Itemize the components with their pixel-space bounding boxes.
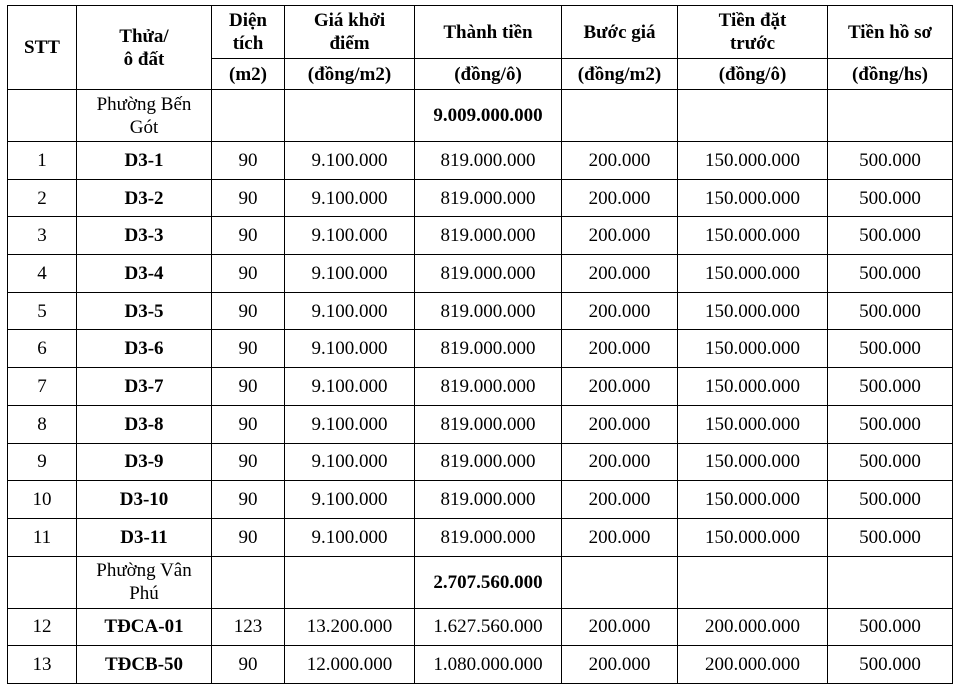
cell-start-price: 9.100.000 <box>285 443 415 481</box>
cell-deposit: 150.000.000 <box>678 481 828 519</box>
cell-parcel: D3-1 <box>77 142 212 180</box>
group-name-line: Phường Vân <box>96 560 192 582</box>
cell-parcel: TĐCA-01 <box>77 608 212 646</box>
cell-parcel: D3-3 <box>77 217 212 255</box>
cell-parcel: D3-4 <box>77 255 212 293</box>
cell-parcel: D3-9 <box>77 443 212 481</box>
header-row <box>8 6 953 59</box>
cell-fee: 500.000 <box>828 179 953 217</box>
cell-stt: 7 <box>8 368 77 406</box>
group-row <box>8 90 953 142</box>
cell-area: 90 <box>212 481 285 519</box>
cell-stt: 5 <box>8 292 77 330</box>
cell-area: 123 <box>212 608 285 646</box>
cell-deposit: 150.000.000 <box>678 179 828 217</box>
cell-fee: 500.000 <box>828 255 953 293</box>
cell-area: 90 <box>212 368 285 406</box>
cell-total: 819.000.000 <box>415 481 562 519</box>
header-start-price-line: điểm <box>329 33 370 54</box>
cell-deposit: 150.000.000 <box>678 330 828 368</box>
header-stt: STT <box>8 6 77 90</box>
group-empty-cell <box>8 556 77 608</box>
table-row <box>8 646 953 684</box>
cell-start-price: 9.100.000 <box>285 330 415 368</box>
unit-area: (m2) <box>212 59 285 90</box>
cell-area: 90 <box>212 255 285 293</box>
group-empty-cell <box>678 90 828 142</box>
cell-stt: 2 <box>8 179 77 217</box>
cell-start-price: 9.100.000 <box>285 217 415 255</box>
cell-total: 819.000.000 <box>415 217 562 255</box>
unit-start-price: (đồng/m2) <box>285 59 415 90</box>
cell-stt: 13 <box>8 646 77 684</box>
cell-parcel: D3-2 <box>77 179 212 217</box>
cell-start-price: 13.200.000 <box>285 608 415 646</box>
header-fee: Tiền hồ sơ <box>828 6 953 59</box>
cell-parcel: D3-10 <box>77 481 212 519</box>
table-row <box>8 368 953 406</box>
cell-total: 819.000.000 <box>415 368 562 406</box>
table-row <box>8 142 953 180</box>
group-empty-cell <box>562 90 678 142</box>
group-row <box>8 556 953 608</box>
cell-deposit: 150.000.000 <box>678 255 828 293</box>
header-parcel <box>77 6 212 90</box>
cell-fee: 500.000 <box>828 443 953 481</box>
group-empty-cell <box>8 90 77 142</box>
cell-stt: 3 <box>8 217 77 255</box>
table-row <box>8 255 953 293</box>
land-auction-table <box>7 5 953 684</box>
group-name-line: Gót <box>129 116 159 138</box>
group-empty-cell <box>678 556 828 608</box>
cell-fee: 500.000 <box>828 292 953 330</box>
cell-area: 90 <box>212 179 285 217</box>
cell-stt: 9 <box>8 443 77 481</box>
cell-fee: 500.000 <box>828 368 953 406</box>
cell-stt: 12 <box>8 608 77 646</box>
cell-area: 90 <box>212 330 285 368</box>
cell-area: 90 <box>212 292 285 330</box>
cell-step: 200.000 <box>562 518 678 556</box>
cell-parcel: D3-7 <box>77 368 212 406</box>
cell-fee: 500.000 <box>828 608 953 646</box>
group-empty-cell <box>285 90 415 142</box>
cell-start-price: 9.100.000 <box>285 292 415 330</box>
header-area-line: tích <box>232 33 264 54</box>
group-name-line: Phú <box>129 583 159 605</box>
cell-total: 819.000.000 <box>415 179 562 217</box>
group-name-line: Phường Bến <box>96 93 192 115</box>
table-row <box>8 292 953 330</box>
cell-deposit: 200.000.000 <box>678 608 828 646</box>
cell-step: 200.000 <box>562 330 678 368</box>
cell-total: 819.000.000 <box>415 142 562 180</box>
cell-total: 1.627.560.000 <box>415 608 562 646</box>
cell-area: 90 <box>212 142 285 180</box>
cell-parcel: D3-5 <box>77 292 212 330</box>
unit-deposit: (đồng/ô) <box>678 59 828 90</box>
header-parcel-line: Thửa/ <box>119 25 169 47</box>
table-body <box>8 90 953 684</box>
cell-area: 90 <box>212 443 285 481</box>
header-deposit <box>678 6 828 59</box>
table-row <box>8 481 953 519</box>
cell-stt: 1 <box>8 142 77 180</box>
cell-fee: 500.000 <box>828 481 953 519</box>
cell-step: 200.000 <box>562 481 678 519</box>
cell-start-price: 9.100.000 <box>285 255 415 293</box>
cell-step: 200.000 <box>562 179 678 217</box>
group-empty-cell <box>212 90 285 142</box>
cell-step: 200.000 <box>562 368 678 406</box>
cell-start-price: 9.100.000 <box>285 518 415 556</box>
cell-stt: 11 <box>8 518 77 556</box>
cell-fee: 500.000 <box>828 518 953 556</box>
table-row <box>8 518 953 556</box>
table-row <box>8 405 953 443</box>
group-empty-cell <box>212 556 285 608</box>
cell-area: 90 <box>212 646 285 684</box>
cell-total: 819.000.000 <box>415 518 562 556</box>
group-empty-cell <box>828 90 953 142</box>
cell-parcel: D3-11 <box>77 518 212 556</box>
cell-stt: 8 <box>8 405 77 443</box>
header-parcel-line: ô đất <box>123 48 165 70</box>
cell-total: 819.000.000 <box>415 405 562 443</box>
group-empty-cell <box>828 556 953 608</box>
cell-step: 200.000 <box>562 292 678 330</box>
header-total: Thành tiền <box>415 6 562 59</box>
group-empty-cell <box>285 556 415 608</box>
cell-step: 200.000 <box>562 255 678 293</box>
cell-step: 200.000 <box>562 608 678 646</box>
table-row <box>8 217 953 255</box>
cell-area: 90 <box>212 518 285 556</box>
unit-step: (đồng/m2) <box>562 59 678 90</box>
cell-fee: 500.000 <box>828 330 953 368</box>
cell-parcel: D3-6 <box>77 330 212 368</box>
group-total: 9.009.000.000 <box>415 90 562 142</box>
header-area-line: Diện <box>229 10 267 31</box>
cell-start-price: 9.100.000 <box>285 405 415 443</box>
cell-start-price: 9.100.000 <box>285 142 415 180</box>
table-header <box>8 6 953 90</box>
cell-total: 819.000.000 <box>415 292 562 330</box>
table-row <box>8 179 953 217</box>
cell-stt: 4 <box>8 255 77 293</box>
cell-total: 1.080.000.000 <box>415 646 562 684</box>
header-deposit-line: Tiền đặt <box>718 10 787 31</box>
cell-stt: 6 <box>8 330 77 368</box>
cell-step: 200.000 <box>562 646 678 684</box>
cell-stt: 10 <box>8 481 77 519</box>
unit-total: (đồng/ô) <box>415 59 562 90</box>
cell-deposit: 150.000.000 <box>678 292 828 330</box>
cell-deposit: 150.000.000 <box>678 518 828 556</box>
cell-deposit: 150.000.000 <box>678 368 828 406</box>
header-start-price-line: Giá khởi <box>313 10 386 31</box>
table-row <box>8 443 953 481</box>
table-row <box>8 608 953 646</box>
group-name <box>77 90 212 142</box>
cell-deposit: 150.000.000 <box>678 217 828 255</box>
group-total: 2.707.560.000 <box>415 556 562 608</box>
cell-parcel: TĐCB-50 <box>77 646 212 684</box>
cell-step: 200.000 <box>562 142 678 180</box>
cell-area: 90 <box>212 405 285 443</box>
table-row <box>8 330 953 368</box>
cell-step: 200.000 <box>562 443 678 481</box>
cell-total: 819.000.000 <box>415 255 562 293</box>
header-step: Bước giá <box>562 6 678 59</box>
cell-parcel: D3-8 <box>77 405 212 443</box>
cell-start-price: 9.100.000 <box>285 179 415 217</box>
cell-fee: 500.000 <box>828 217 953 255</box>
cell-start-price: 9.100.000 <box>285 481 415 519</box>
cell-area: 90 <box>212 217 285 255</box>
cell-deposit: 150.000.000 <box>678 405 828 443</box>
unit-fee: (đồng/hs) <box>828 59 953 90</box>
cell-step: 200.000 <box>562 217 678 255</box>
header-area <box>212 6 285 59</box>
cell-fee: 500.000 <box>828 405 953 443</box>
cell-total: 819.000.000 <box>415 330 562 368</box>
cell-start-price: 12.000.000 <box>285 646 415 684</box>
cell-start-price: 9.100.000 <box>285 368 415 406</box>
cell-step: 200.000 <box>562 405 678 443</box>
cell-deposit: 200.000.000 <box>678 646 828 684</box>
cell-fee: 500.000 <box>828 142 953 180</box>
group-name <box>77 556 212 608</box>
group-empty-cell <box>562 556 678 608</box>
cell-deposit: 150.000.000 <box>678 443 828 481</box>
cell-fee: 500.000 <box>828 646 953 684</box>
cell-deposit: 150.000.000 <box>678 142 828 180</box>
header-deposit-line: trước <box>729 33 776 54</box>
cell-total: 819.000.000 <box>415 443 562 481</box>
header-start-price <box>285 6 415 59</box>
